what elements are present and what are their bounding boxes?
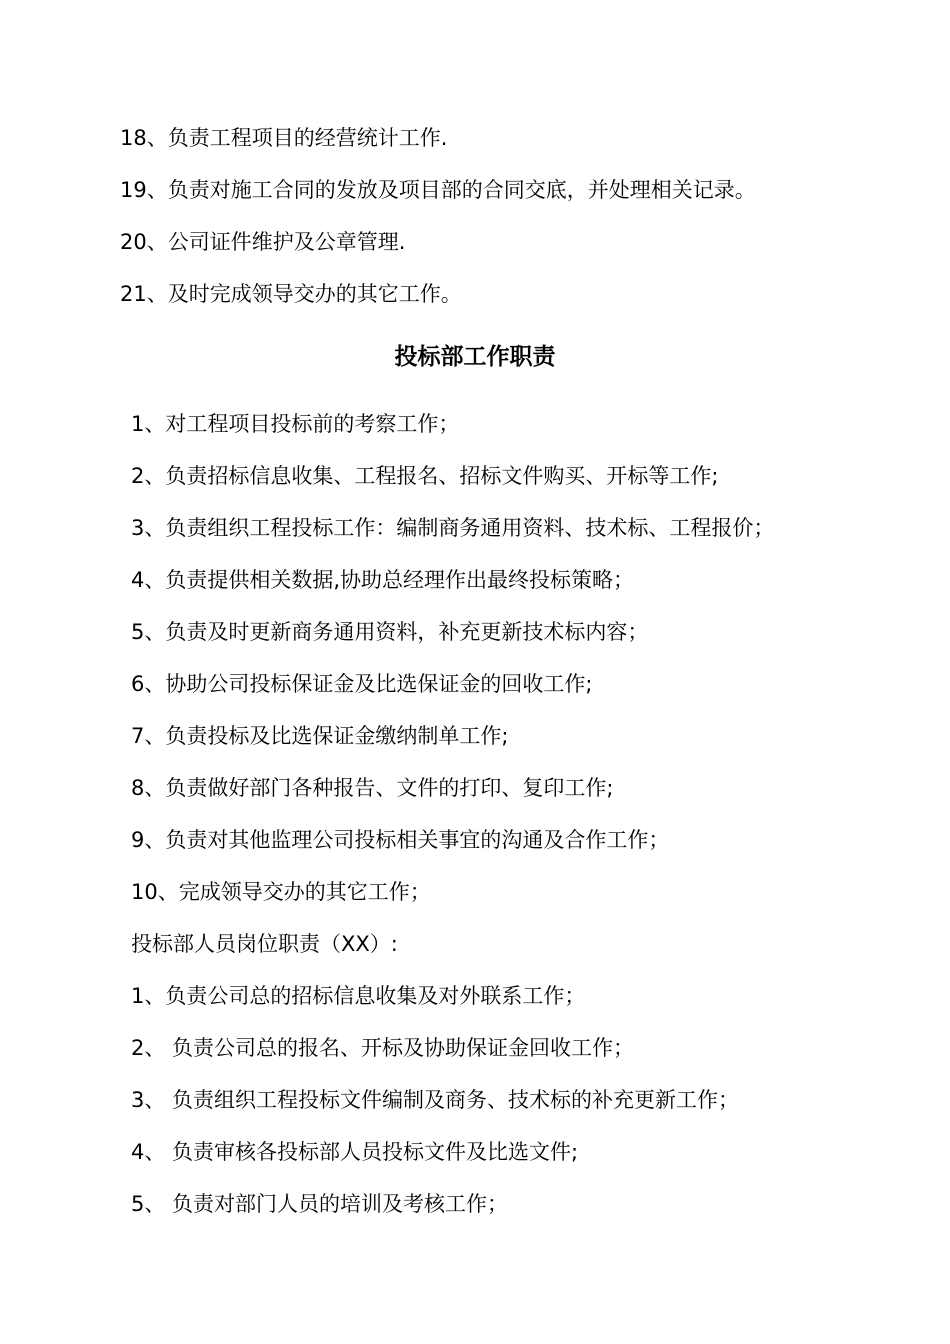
list-item: 1、对工程项目投标前的考察工作； <box>131 412 460 436</box>
list-item: 20、公司证件维护及公章管理. <box>120 230 406 254</box>
list-item: 6、协助公司投标保证金及比选保证金的回收工作; <box>131 672 593 696</box>
list-item: 2、 负责公司总的报名、开标及协助保证金回收工作； <box>131 1036 635 1060</box>
list-item: 2、负责招标信息收集、工程报名、招标文件购买、开标等工作; <box>131 464 719 488</box>
list-item: 5、负责及时更新商务通用资料，补充更新技术标内容； <box>131 620 649 644</box>
list-item: 21、及时完成领导交办的其它工作。 <box>120 282 462 306</box>
list-item: 3、 负责组织工程投标文件编制及商务、技术标的补充更新工作； <box>131 1088 740 1112</box>
list-item: 7、负责投标及比选保证金缴纳制单工作; <box>131 724 509 748</box>
list-item: 9、负责对其他监理公司投标相关事宜的沟通及合作工作； <box>131 828 670 852</box>
personnel-heading: 投标部人员岗位职责（XX）: <box>131 932 398 956</box>
list-item: 19、负责对施工合同的发放及项目部的合同交底，并处理相关记录。 <box>120 178 756 202</box>
list-item: 1、负责公司总的招标信息收集及对外联系工作； <box>131 984 586 1008</box>
list-item: 3、负责组织工程投标工作：编制商务通用资料、技术标、工程报价； <box>131 516 775 540</box>
list-item: 5、 负责对部门人员的培训及考核工作； <box>131 1192 509 1216</box>
list-item: 10、完成领导交办的其它工作； <box>131 880 431 904</box>
list-item: 4、 负责审核各投标部人员投标文件及比选文件; <box>131 1140 579 1164</box>
section-title: 投标部工作职责 <box>394 344 556 370</box>
list-item: 8、负责做好部门各种报告、文件的打印、复印工作; <box>131 776 614 800</box>
list-item: 4、负责提供相关数据,协助总经理作出最终投标策略； <box>131 568 635 592</box>
list-item: 18、负责工程项目的经营统计工作. <box>120 126 448 150</box>
